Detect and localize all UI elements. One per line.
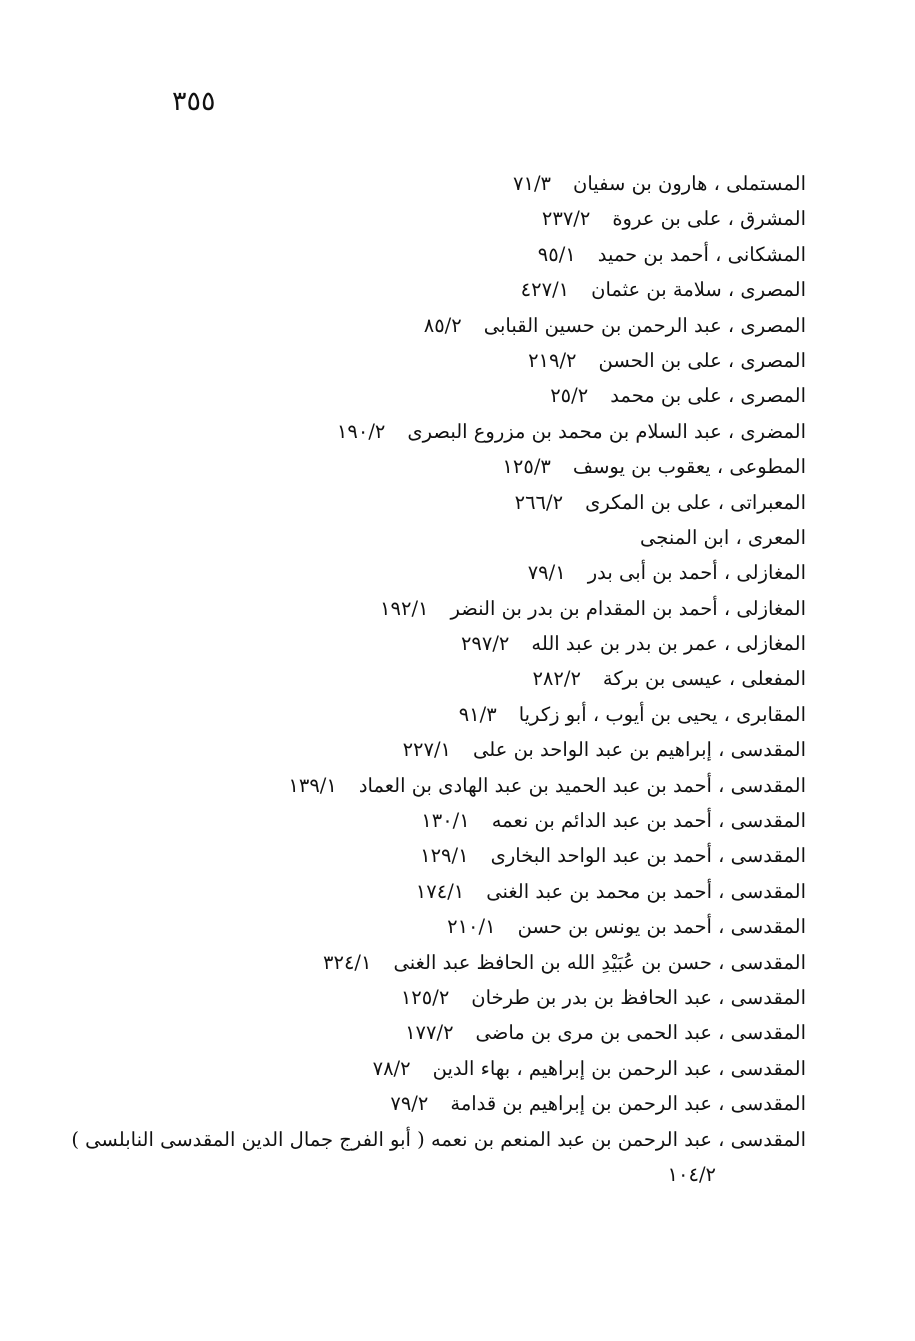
index-entry	[106, 980, 806, 1015]
index-entry	[106, 272, 806, 307]
entry-name: المقدسى ، حسن بن عُبَيْدِ الله بن الحافظ عبد الغنى	[393, 950, 806, 974]
entry-reference: ٨٥/٢	[423, 313, 462, 337]
entry-name: المغازلى ، عمر بن بدر بن عبد الله	[531, 632, 806, 656]
entry-name: المقدسى ، أحمد بن عبد الواحد البخارى	[490, 844, 806, 868]
entry-reference: ١٧٤/١	[415, 879, 465, 903]
index-entry	[106, 732, 806, 767]
entry-reference: ٢٨٢/٢	[532, 667, 581, 691]
entry-name: المقدسى ، عبد الحمى بن مرى بن ماضى	[475, 1021, 806, 1045]
entry-reference: ٧٨/٢	[372, 1056, 411, 1080]
entry-name: المستملى ، هارون بن سفيان	[573, 172, 806, 195]
entry-reference: ٤٢٧/١	[520, 278, 570, 302]
index-entry	[106, 838, 806, 873]
index-entry-list	[71, 166, 806, 1192]
entry-reference: ٩٥/١	[537, 242, 576, 266]
entry-name: المغازلى ، أحمد بن المقدام بن بدر بن النضر	[450, 596, 806, 620]
entry-reference: ٢١٠/١	[447, 915, 496, 939]
entry-reference: ١٣٩/١	[288, 773, 337, 797]
page-number: ٣٥٥	[172, 86, 216, 117]
entry-name: المقدسى ، عبد الحافظ بن بدر بن طرخان	[471, 985, 806, 1009]
entry-name: المقدسى ، عبد الرحمن بن إبراهيم بن قدامة	[450, 1092, 806, 1116]
index-entry	[106, 308, 806, 343]
entry-name: المشكانى ، أحمد بن حميد	[597, 242, 806, 266]
entry-reference: ٢٢٧/١	[402, 738, 452, 762]
entry-reference: ٧٩/١	[527, 561, 566, 585]
entry-reference: ١٣٠/١	[421, 809, 470, 833]
entry-name: المقدسى ، أحمد بن عبد الحميد بن عبد الهادى بن العماد	[358, 773, 806, 797]
index-entry	[106, 697, 806, 732]
entry-reference: ١٢٥/٢	[400, 985, 450, 1009]
entry-name: المضرى ، عبد السلام بن محمد بن مزروع البصرى	[407, 419, 806, 443]
entry-reference: ٣٢٤/١	[323, 950, 372, 974]
entry-reference: ٧١/٣	[513, 172, 552, 195]
index-entry	[106, 555, 806, 590]
index-entry-continuation	[106, 1157, 806, 1192]
index-entry	[106, 1086, 806, 1121]
entry-name: المفعلى ، عيسى بن بركة	[602, 667, 806, 691]
index-entry	[106, 803, 806, 838]
entry-reference: ٢٣٧/٢	[541, 207, 591, 231]
index-entry	[106, 449, 806, 484]
entry-reference: ١٢٩/١	[420, 844, 469, 868]
entry-name: ١٠٤/٢	[667, 1162, 716, 1186]
index-entry	[106, 166, 806, 201]
entry-name: المطوعى ، يعقوب بن يوسف	[572, 455, 806, 479]
entry-reference: ١٩٢/١	[380, 596, 429, 620]
entry-name: المقدسى ، إبراهيم بن عبد الواحد بن على	[473, 738, 806, 762]
index-entry	[106, 237, 806, 272]
entry-name: المقدسى ، أحمد بن يونس بن حسن	[517, 915, 806, 939]
entry-name: المقدسى ، عبد الرحمن بن عبد المنعم بن نعمه ( أبو الفرج جمال الدين المقدسى النابلسى )	[71, 1127, 806, 1151]
index-entry	[106, 520, 806, 555]
index-entry	[106, 343, 806, 378]
index-entry	[106, 591, 806, 626]
entry-name: المغازلى ، أحمد بن أبى بدر	[587, 561, 806, 585]
entry-reference: ٢١٩/٢	[528, 348, 577, 372]
index-entry	[106, 874, 806, 909]
index-entry	[106, 485, 806, 520]
entry-reference: ٢٦٦/٢	[514, 490, 564, 514]
index-entry	[106, 661, 806, 696]
entry-reference: ٩١/٣	[458, 702, 497, 726]
entry-name: المصرى ، عبد الرحمن بن حسين القبابى	[483, 313, 806, 337]
index-entry	[106, 378, 806, 413]
index-entry	[106, 1015, 806, 1050]
index-entry	[71, 1122, 806, 1157]
entry-name: المقدسى ، أحمد بن عبد الدائم بن نعمه	[491, 809, 806, 833]
index-entry	[106, 945, 806, 980]
entry-name: المصرى ، على بن محمد	[610, 384, 806, 408]
index-entry	[106, 768, 806, 803]
entry-name: المعرى ، ابن المنجى	[640, 525, 806, 549]
entry-reference: ٧٩/٢	[390, 1092, 429, 1116]
entry-name: المشرق ، على بن عروة	[612, 207, 806, 231]
entry-name: المصرى ، سلامة بن عثمان	[591, 278, 806, 302]
entry-reference: ١٧٧/٢	[405, 1021, 454, 1045]
index-entry	[106, 201, 806, 236]
index-entry	[106, 414, 806, 449]
index-entry	[106, 1051, 806, 1086]
entry-reference: ١٩٠/٢	[336, 419, 386, 443]
entry-name: المقدسى ، عبد الرحمن بن إبراهيم ، بهاء الدين	[432, 1056, 806, 1080]
entry-name: المقابرى ، يحيى بن أيوب ، أبو زكريا	[518, 702, 806, 726]
entry-name: المعبراتى ، على بن المكرى	[585, 490, 806, 514]
entry-name: المقدسى ، أحمد بن محمد بن عبد الغنى	[486, 879, 806, 903]
index-entry	[106, 626, 806, 661]
index-entry	[106, 909, 806, 944]
entry-reference: ٢٩٧/٢	[460, 632, 510, 656]
entry-reference: ١٢٥/٣	[502, 455, 551, 479]
entry-name: المصرى ، على بن الحسن	[598, 348, 806, 372]
entry-reference: ٢٥/٢	[550, 384, 589, 408]
